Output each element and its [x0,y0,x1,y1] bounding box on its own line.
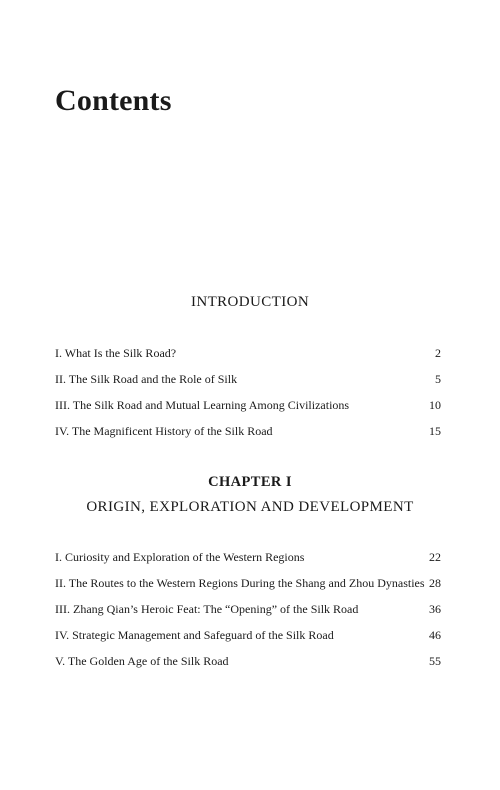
toc-entry[interactable] [55,398,441,424]
toc-entry-title: I. What Is the Silk Road? [55,346,177,360]
toc-entry-title: III. Zhang Qian’s Heroic Feat: The “Opening” of the Silk Road [55,602,359,616]
toc-entry-page: 22 [429,550,441,564]
chapter-heading: ORIGIN, EXPLORATION AND DEVELOPMENT [86,499,414,515]
toc-entry-page: 28 [429,576,441,590]
toc-entry[interactable] [55,372,441,398]
toc-entry-title: IV. The Magnificent History of the Silk Road [55,424,273,438]
toc-entry-title: V. The Golden Age of the Silk Road [55,654,229,668]
page-title: Contents [55,84,172,117]
toc-entry-title: I. Curiosity and Exploration of the Western Regions [55,550,305,564]
toc-entry[interactable] [55,576,441,602]
toc-entry-page: 10 [429,398,441,412]
toc-entry[interactable] [55,550,441,576]
toc-entry-page: 2 [435,346,441,360]
toc-entry-title: II. The Silk Road and the Role of Silk [55,372,238,386]
toc-entry-page: 55 [429,654,441,668]
toc-entry-title: IV. Strategic Management and Safeguard of the Silk Road [55,628,334,642]
toc-entry[interactable] [55,346,441,372]
introduction-heading: INTRODUCTION [190,294,310,310]
toc-entry-page: 36 [429,602,441,616]
toc-entry[interactable] [55,628,441,654]
toc-entry-page: 5 [435,372,441,386]
chapter-label: CHAPTER I [208,474,292,490]
toc-entry-page: 15 [429,424,441,438]
toc-entry-title: II. The Routes to the Western Regions During the Shang and Zhou Dynasties [55,576,425,590]
chapter1-toc [55,550,441,680]
toc-entry-page: 46 [429,628,441,642]
toc-entry-title: III. The Silk Road and Mutual Learning Among Civilizations [55,398,350,412]
introduction-toc [55,346,441,450]
toc-entry[interactable] [55,424,441,450]
toc-entry[interactable] [55,602,441,628]
toc-entry[interactable] [55,654,441,680]
